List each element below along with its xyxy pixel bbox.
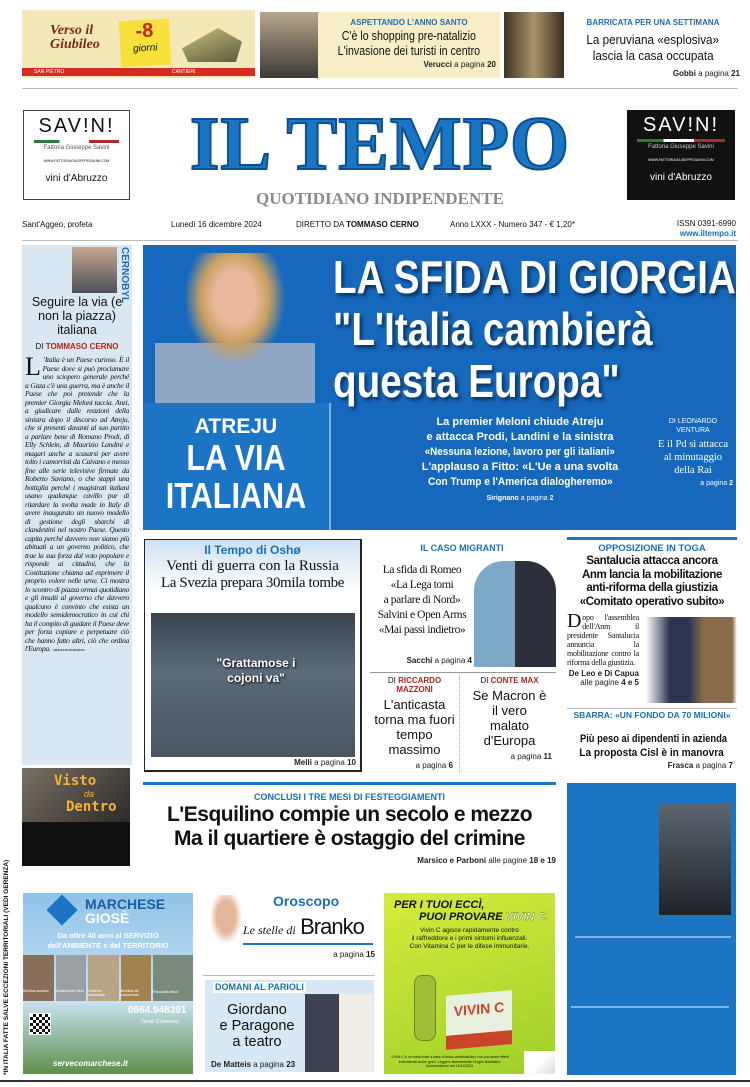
bird-logo-icon [46, 894, 77, 925]
service-tile: Raccolta rifiuti [153, 955, 193, 1001]
ad-brand-1: MARCHESE [85, 896, 166, 912]
ad-tagline: Da oltre 40 anni al SERVIZIO [57, 931, 159, 940]
meloni-photo [155, 253, 315, 403]
website-link[interactable]: www.iltempo.it [679, 229, 736, 238]
savini-ad-left[interactable] [23, 110, 130, 200]
esquilino-headline-1: L'Esquilino compie un secolo e mezzo [166, 803, 533, 826]
summary-line: L'applauso a Fitto: «L'Ue a una svolta [421, 461, 619, 473]
by: DI [387, 676, 396, 685]
editorial-title: Seguire la via (e non la piazza) italiana [31, 295, 123, 337]
shopping-headline-2: L'invasione dei turisti in centro [337, 43, 481, 58]
ad-brand: VIVIN C. [505, 911, 549, 923]
esquilino-author: Marsico e Parboni [417, 856, 487, 865]
toga-headline [567, 555, 737, 609]
peruviana-headline-1: La peruviana «esplosiva» [586, 32, 720, 47]
contemax-page: 11 [543, 752, 552, 761]
peruviana-kicker: BARRICATA PER UNA SETTIMANA [586, 18, 720, 27]
headline-line-3: questa Europa" [333, 355, 620, 407]
editorial-byline [25, 342, 129, 352]
toga-body [567, 610, 639, 667]
director-name: TOMMASO CERNO [346, 220, 419, 229]
banner-da: da [84, 789, 95, 799]
page-ref: alle pagine [488, 856, 528, 865]
peruviana-author: Gobbi [672, 69, 696, 78]
ad-body: il raffreddore e i primi sintomi influenzali. [411, 935, 528, 942]
sbarra-kicker: SBARRA: «UN FONDO DA 70 MILIONI» [573, 710, 731, 720]
ad-headline-2: PUOI PROVARE [419, 911, 503, 923]
contemax-author: CONTE MAX [490, 676, 539, 685]
headline-line: «Comitato operativo subito» [579, 595, 725, 608]
flag-stripe [34, 140, 119, 143]
shopping-headline-1: C'è lo shopping pre-natalizio [341, 28, 477, 43]
divider [567, 708, 737, 709]
text-line: «Mai passi indietro» [378, 624, 466, 636]
countdown-number: -8 [134, 19, 154, 43]
oroscopo-page: 15 [366, 950, 375, 959]
contemax-column[interactable] [463, 676, 556, 772]
ventura-page: 2 [729, 480, 733, 487]
visto-da-dentro-banner[interactable] [22, 768, 130, 866]
contemax-headline: Se Macron è il vero malato d'Europa [472, 688, 547, 748]
ventura-author: LEONARDO VENTURA [676, 418, 718, 434]
coach-photo [659, 803, 731, 915]
shopping-photo [260, 12, 318, 78]
osho-kicker: Il Tempo di Oshø [204, 543, 301, 557]
page-ref: a pagina [253, 1060, 284, 1069]
page-ref: a pagina [415, 761, 447, 770]
soldiers-photo [151, 613, 355, 757]
mazzoni-column[interactable] [370, 676, 460, 772]
podium-big-1: LA VIA [186, 437, 286, 478]
migranti-page: 4 [467, 656, 472, 665]
page-ref: a pagina [333, 950, 364, 959]
ad-website[interactable]: servecomarchese.it [53, 1059, 128, 1068]
ad-line3: vini d'Abruzzo [45, 173, 108, 184]
esquilino-headline-2: Ma il quartiere è ostaggio del crimine [174, 827, 525, 850]
lead-story[interactable] [143, 245, 736, 530]
headline-line: a teatro [232, 1034, 282, 1050]
ad-disclaimer: VIVIN C è un medicinale a base di acido acetilsalicilico che può avere effetti indesiderati anche gravi. Leggere attentamente il foglio illustrativo. Autorizzazione del 14/11/2023. [391, 1055, 509, 1068]
ad-tagline: dell'AMBIENTE e del TERRITORIO [47, 941, 169, 950]
flag-stripe [637, 139, 725, 142]
parioli-author: De Matteis [211, 1060, 252, 1069]
author-photo [72, 247, 117, 293]
osho-headline-1: Venti di guerra con la Russia [166, 558, 339, 574]
ad-brand-2: GIOSÈ [85, 910, 130, 926]
peruviana-story[interactable] [566, 14, 740, 78]
sbarra-headline-1: Più peso ai dipendenti in azienda [579, 733, 728, 745]
services-strip [23, 955, 193, 1001]
page-ref: a pagina [698, 69, 729, 78]
issue-date: Lunedì 16 dicembre 2024 [171, 220, 262, 229]
salvini-romeo-photo [474, 561, 556, 667]
excavator-icon [182, 28, 242, 62]
sbarra-page: 7 [728, 761, 733, 770]
info-bar [22, 218, 738, 238]
ad-line1: Fattoria Giuseppe Savini [648, 144, 714, 150]
saint-of-day: Sant'Aggeo, profeta [22, 220, 93, 229]
oroscopo-name: Branko [300, 914, 364, 939]
toga-story[interactable] [567, 537, 737, 707]
oroscopo-kicker: Oroscopo [273, 893, 340, 909]
lead-author: Sirignano [486, 495, 519, 502]
ad-phone: 0984.948391 [128, 1005, 187, 1016]
headline-line: e Paragone [219, 1018, 295, 1034]
shopping-story[interactable] [318, 12, 500, 78]
lead-page: 2 [549, 495, 554, 502]
toga-text-column [567, 610, 639, 687]
page-ref: alle pagine [580, 678, 619, 687]
sbarra-story[interactable] [567, 710, 737, 771]
parioli-page: 23 [286, 1060, 296, 1069]
qr-code-icon [29, 1013, 51, 1035]
divider [571, 1006, 729, 1008]
page-curl [524, 1051, 555, 1074]
section-rule [143, 782, 556, 785]
legal-note: *IN ITALIA FATTE SALVE ECCEZIONI TERRITORIALI (VEDI GERENZA) [3, 859, 10, 1075]
oroscopo-box[interactable] [203, 893, 375, 963]
lead-summary [393, 415, 647, 503]
service-tile: Gestione ambientale [88, 955, 119, 1001]
by: DI [480, 676, 489, 685]
blue-sidebar [567, 783, 736, 1075]
headline-line: anti-riforma della giustizia [586, 582, 718, 594]
text-line: «La Lega torni [390, 579, 454, 591]
branko-photo [207, 895, 245, 949]
ad-headline-1: PER I TUOI ECCÌ, [394, 899, 485, 911]
text-line: a parlare di Nord» [383, 594, 461, 606]
end-label: CANTIERI [172, 69, 196, 75]
shopping-author: Verucci [423, 60, 452, 69]
migranti-kicker: IL CASO MIGRANTI [420, 543, 504, 553]
peruviana-page: 21 [731, 69, 740, 78]
divider [370, 672, 556, 673]
vivin-ad[interactable] [384, 893, 555, 1074]
peruviana-headline-2: lascia la casa occupata [592, 48, 714, 63]
jubilee-banner[interactable] [22, 10, 255, 78]
divider [22, 88, 738, 89]
headline-line: Santalucia attacca ancora [586, 555, 718, 567]
page-ref: a pagina [434, 656, 466, 665]
by: DI [668, 418, 676, 425]
director-line [296, 220, 419, 229]
start-label: SAN PIETRO [34, 69, 65, 75]
parioli-kicker: DOMANI AL PARIOLI [215, 982, 304, 992]
summary-line: La premier Meloni chiude Atreju [436, 416, 604, 428]
migranti-story[interactable] [368, 539, 556, 669]
peruviana-photo [504, 12, 564, 78]
countdown-label: giorni [132, 42, 158, 55]
giordano-paragone-photo [305, 994, 373, 1072]
service-tile: Bonifica amianto [23, 955, 54, 1001]
bottom-border [0, 1080, 750, 1082]
ad-body: Con Vitamina C per le difese immunitarie. [409, 943, 530, 950]
body-text: opo l'assemblea dell'Anm il presidente Santalucia annuncia la mobilitazione contro la riforma della giustizia. [567, 613, 639, 667]
dropcap: D [567, 610, 582, 632]
issue-info: Anno LXXX - Numero 347 - € 1,20* [450, 220, 575, 229]
divider [575, 936, 731, 938]
ad-line2: WWW.FATTORIAGIUSEPPESAVINI.COM [43, 159, 110, 163]
ad-brand: SAV!N! [642, 114, 720, 136]
editorial-column[interactable] [22, 245, 132, 765]
marchese-ad[interactable] [23, 893, 193, 1074]
esquilino-pages: 18 e 19 [529, 856, 556, 865]
savini-ad-right[interactable] [627, 110, 735, 200]
page-ref: a pagina [695, 761, 727, 770]
countdown-note [119, 19, 171, 68]
banner-line1: Visto [54, 773, 97, 789]
editorial-body [25, 352, 129, 655]
ad-line2: WWW.FATTORIAGIUSEPPESAVINI.COM [648, 158, 714, 162]
migranti-text [372, 563, 472, 638]
summary-line: e attacca Prodi, Landini e la sinistra [426, 431, 614, 443]
pack-label: VIVIN C [453, 998, 505, 1020]
sbarra-author: Frasca [667, 761, 694, 770]
section-rule [567, 537, 737, 540]
section-rule [243, 943, 373, 945]
jubilee-title: Verso il Giubileo [50, 23, 100, 52]
newspaper-logo[interactable]: IL TEMPO [189, 102, 571, 186]
podium [143, 403, 331, 530]
mazzoni-author: RICCARDO MAZZONI [396, 676, 442, 694]
headline-line: Giordano [227, 1002, 287, 1018]
parioli-box[interactable] [205, 980, 374, 1072]
osho-box[interactable] [144, 539, 362, 772]
dropcap: L [25, 352, 41, 381]
shopping-kicker: ASPETTANDO L'ANNO SANTO [350, 18, 468, 27]
ad-line1: Fattoria Giuseppe Savini [43, 145, 110, 151]
osho-caption: "Grattamose i cojoni va" [216, 656, 296, 685]
osho-page: 10 [347, 758, 356, 767]
sbarra-headline-2: La proposta Cisl è in manovra [579, 747, 725, 759]
rubric-label: CERNOBYL [119, 247, 130, 304]
toga-kicker: OPPOSIZIONE IN TOGA [598, 543, 706, 554]
page-ref: a pagina [700, 480, 728, 487]
director-prefix: DIRETTO DA [296, 220, 344, 229]
progress-bar [22, 68, 255, 76]
toga-pages: 4 e 5 [621, 678, 639, 687]
issn: ISSN 0391-6990 [676, 219, 736, 228]
headline-line: Anm lancia la mobilitazione [581, 568, 722, 581]
service-tile: Smaltimento rifiuti [56, 955, 87, 1001]
summary-line: «Nessuna lezione, lavoro per gli italiani» [424, 446, 616, 458]
page-ref: a pagina [454, 60, 485, 69]
esquilino-kicker: CONCLUSI I TRE MESI DI FESTEGGIAMENTI [253, 792, 445, 802]
text-line: Salvini e Open Arms [377, 609, 467, 621]
headline-line-1: LA SFIDA DI GIORGIA [333, 251, 736, 303]
page-ref: a pagina [510, 752, 542, 761]
copyright: ©RIPRODUZIONE RISERVATA [52, 648, 85, 652]
ad-brand: SAV!N! [38, 115, 115, 137]
divider [22, 240, 738, 241]
product-box [446, 990, 512, 1050]
ventura-text: E il Pd si attacca al minutaggio della Rai [658, 439, 728, 476]
osho-author: Melli [294, 758, 312, 767]
oroscopo-prefix: Le stelle di [243, 923, 296, 937]
by: DI [35, 342, 44, 351]
esquilino-story[interactable] [143, 782, 556, 876]
lead-headline [333, 251, 736, 407]
banner-line2: Dentro [66, 799, 117, 815]
page-ref: a pagina [520, 495, 548, 502]
toga-author: De Leo e Di Capua [568, 669, 639, 678]
ad-city: Tarsia (Cosenza) [141, 1019, 179, 1025]
headline-line-2: "L'Italia cambierà [333, 303, 653, 355]
divider [203, 975, 375, 976]
shopping-page: 20 [487, 60, 496, 69]
service-tile: Bonifica siti contaminati [121, 955, 152, 1001]
podium-small: ATREJU [194, 415, 278, 438]
newspaper-subtitle: QUOTIDIANO INDIPENDENTE [256, 189, 504, 208]
editorial-author: TOMMASO CERNO [45, 342, 119, 351]
mazzoni-page: 6 [448, 761, 453, 770]
migranti-author: Sacchi [406, 656, 433, 665]
ad-line3: vini d'Abruzzo [650, 172, 712, 183]
text-line: La sfida di Romeo [382, 564, 462, 576]
mascot-icon [414, 975, 436, 1041]
body-text: ’Italia è un Paese curioso. È il Paese dove si può proclamare uno sciopero generale perché a Gaza c'è una guerra, ma è anche il Paese che poi pretende che la premier Giorgia Meloni taccia. Anzi, a giudicare dalle reazioni della sinistra dopo il discorso ad Atreju, che si presenti davanti al suo partito a parlare bene di Romano Prodi, di Elly Schlein, di Maurizio Landini e magari anche a scusarsi per avere tolto i camorristi da Caivano e messo fine alle serie televisive firmate da Roberto Saviano, o che stappi una bottiglia perché i magistrati italiani usano qualunque cavillo pur di ritardare la svolta made in Italy di avere inaugurato un nuovo modello di gestione degli sbarchi di clandestini nel nostro Paese. Questo capita perché davvero non siamo più abituati a un governo politico, che trae la sua forza dal voto popolare e risponde ai cittadini, che la Costituzione chiama ad esprimere il proprio volere nelle urne. Ci mostra lo scontro di piazza ormai quotidiano e gli insulti al governo che davvero qualcuno è convinto che esista un modello semidemocratico in cui chi ha il compito di guidare il Paese deve per forza copiare e perpetuare ciò che hanno fatto altri, ciò che ordina l'Europa. [25, 355, 129, 653]
banner-photo [22, 768, 130, 822]
osho-headline-2: La Svezia prepara 30mila tombe [161, 575, 344, 591]
handshake-photo [641, 617, 737, 703]
page-ref: a pagina [314, 758, 345, 767]
ad-body: Vivin C agisce rapidamente contro [420, 927, 519, 934]
podium-big-2: ITALIANA [165, 475, 307, 516]
ventura-sidebar[interactable] [653, 417, 733, 488]
mazzoni-headline: L'anticasta torna ma fuori tempo massimo [374, 697, 455, 757]
summary-line: Con Trump e l'America dialogheremo» [427, 476, 613, 488]
